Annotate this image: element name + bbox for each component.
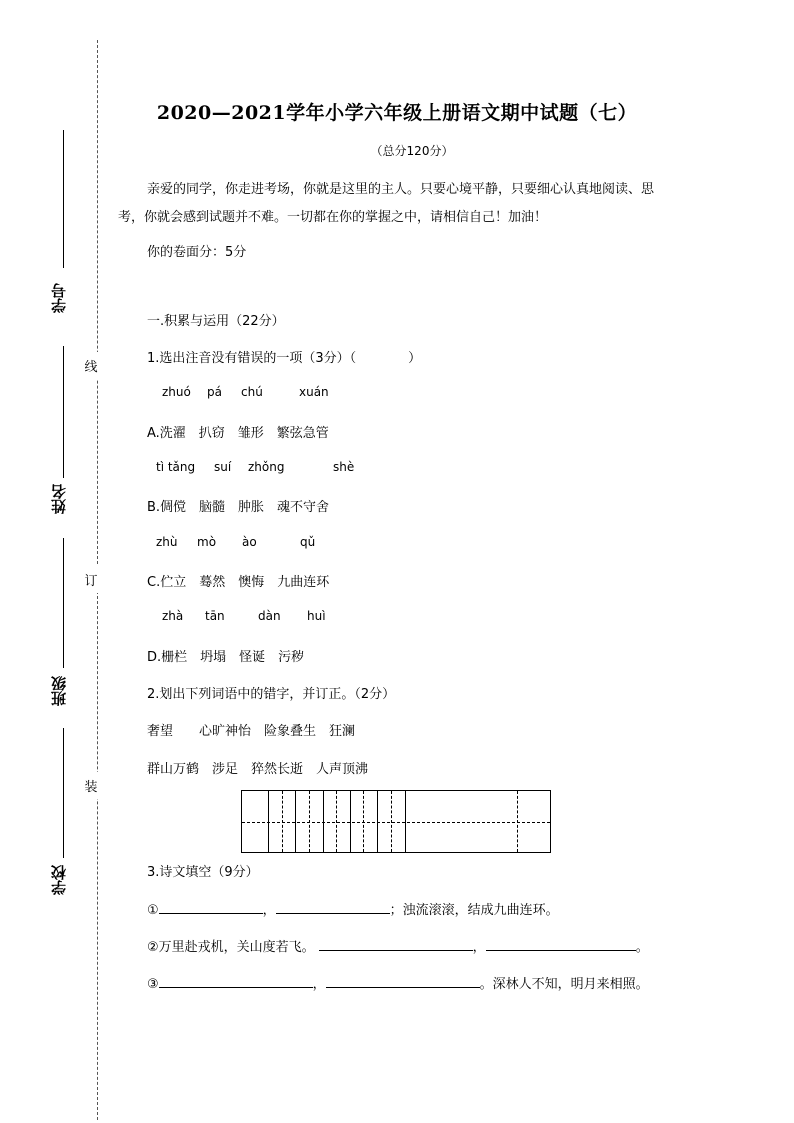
option-c: C.伫立 蓦然 懊悔 九曲连环	[147, 575, 330, 590]
name-field-line	[63, 346, 64, 478]
section-heading: 一.积累与运用（22分）	[147, 314, 285, 329]
poem-line-2-end: 。	[635, 940, 649, 955]
student-id-label: 学号	[50, 283, 68, 313]
poem-line-3-end: 。深林人不知，明月来相照。	[479, 977, 649, 992]
pinyin: xuán	[299, 385, 329, 399]
question-2-stem: 2.划出下列词语中的错字，并订正。（2分）	[147, 687, 396, 702]
cut-char-bind: 订	[84, 566, 98, 593]
pinyin-row-b	[0, 460, 794, 476]
pinyin: suí	[214, 460, 232, 474]
pinyin: zhǒng	[248, 460, 285, 474]
poem-line-1	[147, 899, 559, 918]
separator: ，	[472, 940, 486, 955]
pinyin-row-c	[0, 535, 794, 551]
pinyin: huì	[307, 609, 326, 623]
pinyin: ào	[242, 535, 257, 549]
pinyin: chú	[241, 385, 263, 399]
pinyin: qǔ	[300, 535, 316, 549]
class-field-line	[63, 538, 64, 668]
answer-blank[interactable]	[326, 975, 480, 988]
option-a: A.洗濯 扒窃 雏形 繁弦急管	[147, 426, 329, 441]
correction-grid[interactable]	[241, 790, 551, 853]
pinyin: pá	[207, 385, 222, 399]
poem-line-2	[147, 936, 649, 955]
item-marker: ①	[147, 903, 159, 918]
exam-title: 2020—2021学年小学六年级上册语文期中试题（七）	[156, 102, 638, 124]
pinyin: zhà	[162, 609, 184, 623]
poem-line-2-start: 万里赴戎机，关山度若飞。	[158, 940, 315, 955]
poem-line-3	[147, 973, 649, 992]
pinyin: dàn	[258, 609, 281, 623]
cut-char-install: 装	[84, 772, 98, 799]
answer-blank[interactable]	[486, 938, 636, 951]
answer-blank[interactable]	[319, 938, 473, 951]
answer-blank[interactable]	[159, 901, 263, 914]
pinyin: shè	[333, 460, 355, 474]
separator: ，	[262, 903, 276, 918]
item-marker: ②	[147, 940, 159, 955]
pinyin: tì tǎng	[156, 460, 196, 474]
item-marker: ③	[147, 977, 159, 992]
class-label: 班级	[50, 676, 68, 706]
neatness-score: 你的卷面分：5分	[147, 245, 247, 260]
question-3-stem: 3.诗文填空（9分）	[147, 865, 259, 880]
answer-blank[interactable]	[276, 901, 390, 914]
option-b: B.倜傥 脑髓 肿胀 魂不守舍	[147, 500, 330, 515]
separator: ，	[312, 977, 326, 992]
question-2-words-1: 奢望 心旷神怡 险象叠生 狂澜	[147, 724, 356, 739]
cut-char-line: 线	[84, 352, 98, 379]
option-d: D.栅栏 坍塌 怪诞 污秽	[147, 650, 305, 665]
pinyin-row-d	[0, 609, 794, 625]
name-label: 姓名	[50, 484, 68, 514]
question-2-words-2: 群山万鹤 涉足 猝然长逝 人声顶沸	[147, 762, 369, 777]
pinyin: tān	[205, 609, 225, 623]
answer-blank[interactable]	[159, 975, 313, 988]
pinyin-row-a	[0, 385, 794, 401]
pinyin: mò	[197, 535, 217, 549]
question-1-stem: 1.选出注音没有错误的一项（3分）（ ）	[147, 351, 422, 366]
pinyin: zhù	[156, 535, 178, 549]
school-label: 学校	[50, 865, 68, 895]
intro-paragraph: 亲爱的同学，你走进考场，你就是这里的主人。只要心境平静，只要细心认真地阅读、思考，你就会感到试题并不难。一切都在你的掌握之中，请相信自己！加油！	[118, 182, 655, 225]
poem-line-1-end: ；浊流滚滚，结成九曲连环。	[389, 903, 559, 918]
school-field-line	[63, 728, 64, 858]
pinyin: zhuó	[162, 385, 191, 399]
total-score: （总分120分）	[370, 144, 454, 158]
